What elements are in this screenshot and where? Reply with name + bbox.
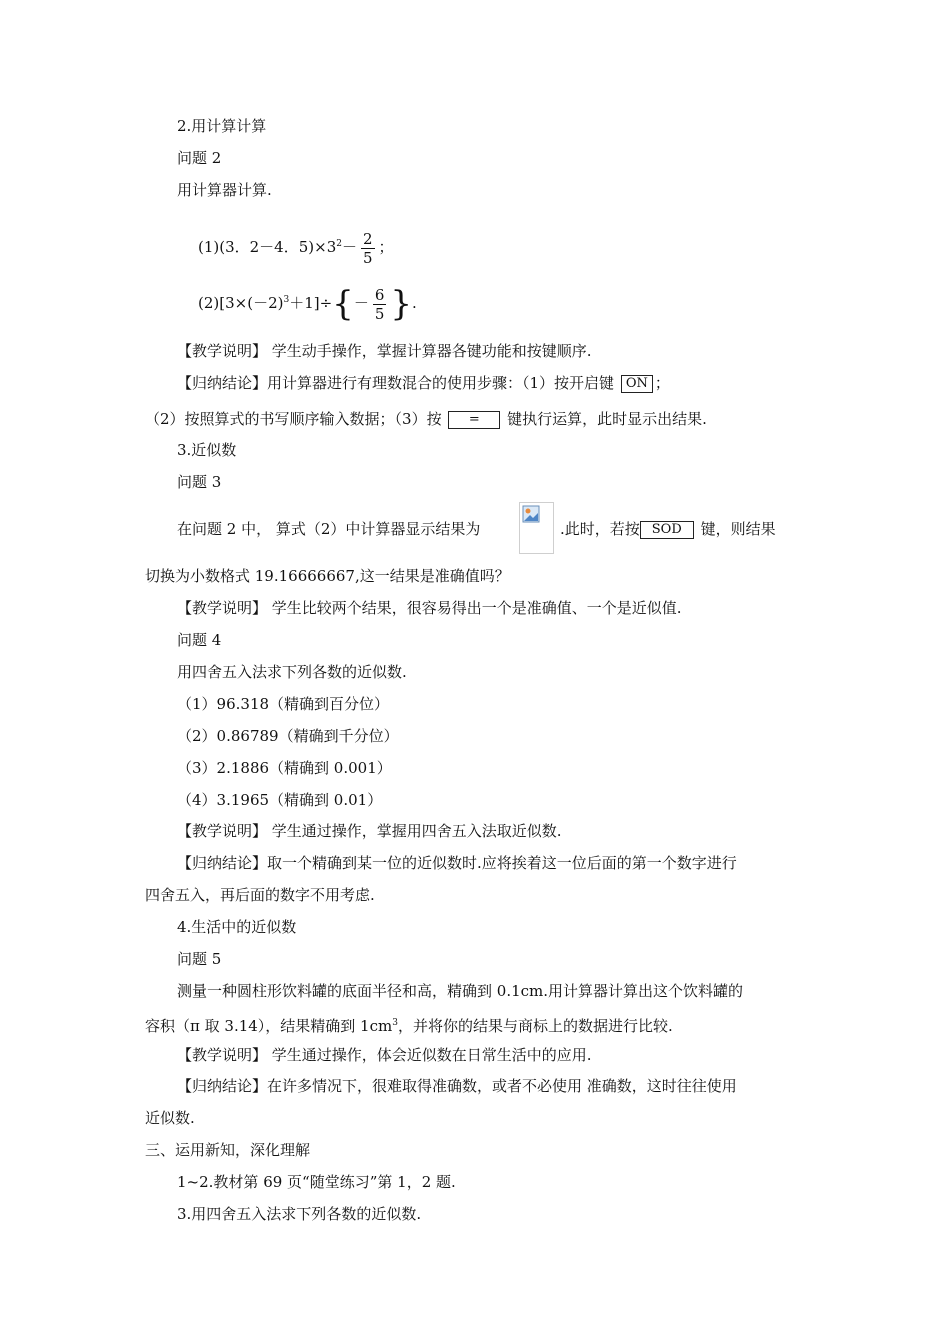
formula-2 — [198, 282, 417, 323]
problem-3-line-2: 切换为小数格式 19.16666667,这一结果是准确值吗？ — [145, 567, 510, 585]
summary-2-line-2: 四舍五入，再后面的数字不用考虑. — [145, 886, 375, 904]
teaching-note-2 — [177, 598, 682, 618]
problem-5-line-2-b: ，并将你的结果与商标上的数据进行比较. — [397, 1017, 673, 1035]
problem-4-text: 用四舍五入法求下列各数的近似数. — [177, 663, 407, 681]
teaching-note-2-text: 学生比较两个结果，很容易得出一个是准确值、一个是近似值. — [271, 599, 682, 617]
part-3-title: 三、运用新知，深化理解 — [145, 1141, 311, 1159]
teaching-note-3 — [177, 821, 562, 841]
problem-2-label: 问题 2 — [177, 149, 222, 167]
summary-3-line-2: 近似数. — [145, 1109, 195, 1127]
problem-5-label: 问题 5 — [177, 950, 222, 968]
formula-1-exponent: 2 — [336, 239, 342, 249]
formula-2-open-brace: { — [332, 284, 354, 324]
teaching-note-4 — [177, 1045, 592, 1065]
summary-2 — [177, 853, 737, 873]
section-title-4: 4.生活中的近似数 — [177, 918, 297, 936]
summary-3 — [177, 1076, 737, 1096]
problem-4-label: 问题 4 — [177, 631, 222, 649]
summary-1-line-2-b: 键执行运算，此时显示出结果. — [507, 410, 707, 428]
summary-1 — [177, 373, 670, 393]
teaching-note-2-tag: 【教学说明】 — [177, 599, 268, 617]
section-title-2: 2.用计算计算 — [177, 117, 267, 135]
formula-2-prefix: (2)[3×(－2) — [198, 294, 284, 312]
problem-5-line-2 — [145, 1013, 673, 1036]
summary-1-tag: 【归纳结论】 — [177, 374, 268, 392]
formula-2-close-brace: } — [390, 284, 413, 324]
summary-2-text: 取一个精确到某一位的近似数时.应将挨着这一位后面的第一个数字进行 — [267, 854, 737, 872]
formula-1 — [198, 226, 394, 267]
summary-1-line-2-a: （2）按照算式的书写顺序输入数据；（3）按 — [145, 410, 442, 428]
section-title-3: 3.近似数 — [177, 441, 237, 459]
exercise-1: 1~2.教材第 69 页“随堂练习”第 1，2 题. — [177, 1173, 456, 1191]
formula-2-end: . — [412, 294, 417, 312]
problem-3-text-b: .此时，若按 — [560, 520, 640, 538]
summary-3-text: 在许多情况下，很难取得准确数，或者不必使用 准确数，这时往往使用 — [267, 1077, 737, 1095]
formula-2-fraction — [373, 286, 387, 323]
problem-5-line-2-a: 容积（π 取 3.14），结果精确到 1cm — [145, 1017, 393, 1035]
problem-2-text: 用计算器计算. — [177, 181, 272, 199]
problem-4-item: （2）0.86789（精确到千分位） — [177, 727, 399, 745]
broken-image-icon — [519, 502, 554, 554]
teaching-note-3-text: 学生通过操作，掌握用四舍五入法取近似数. — [271, 822, 562, 840]
problem-5-text: 测量一种圆柱形饮料罐的底面半径和高，精确到 0.1cm.用计算器计算出这个饮料罐的 — [177, 982, 744, 1000]
problem-3-text-c: 键，则结果 — [700, 520, 776, 538]
formula-2-exponent: 3 — [283, 295, 290, 305]
formula-2-denominator: 5 — [374, 304, 385, 323]
on-key-box: ON — [621, 375, 653, 393]
exercise-2: 3.用四舍五入法求下列各数的近似数. — [177, 1205, 422, 1223]
summary-1-end: ； — [654, 374, 670, 392]
sod-key-box: SOD — [640, 521, 694, 539]
summary-2-tag: 【归纳结论】 — [177, 854, 268, 872]
teaching-note-1-tag: 【教学说明】 — [177, 342, 268, 360]
problem-3-text-rest — [560, 519, 776, 539]
formula-2-numerator: 6 — [374, 285, 385, 304]
problem-3-text-a: 在问题 2 中， 算式（2）中计算器显示结果为 — [177, 520, 481, 538]
formula-1-minus: － — [341, 238, 357, 256]
teaching-note-4-text: 学生通过操作，体会近似数在日常生活中的应用. — [271, 1046, 592, 1064]
formula-2-minus: － — [353, 294, 369, 312]
formula-1-end: ； — [378, 238, 394, 256]
teaching-note-1-text: 学生动手操作，掌握计算器各键功能和按键顺序. — [271, 342, 592, 360]
equals-key-box: = — [448, 411, 500, 429]
problem-4-item: （3）2.1886（精确到 0.001） — [177, 759, 392, 777]
teaching-note-4-tag: 【教学说明】 — [177, 1046, 268, 1064]
summary-1-text: 用计算器进行有理数混合的使用步骤：（1）按开启键 — [267, 374, 615, 392]
problem-5-exponent: 3 — [392, 1018, 398, 1028]
formula-1-fraction — [361, 230, 375, 267]
formula-1-prefix: (1)(3．2－4．5)×3 — [198, 238, 337, 256]
problem-3-label: 问题 3 — [177, 473, 222, 491]
teaching-note-3-tag: 【教学说明】 — [177, 822, 268, 840]
summary-3-tag: 【归纳结论】 — [177, 1077, 268, 1095]
formula-2-mid: ＋1]÷ — [289, 294, 333, 312]
problem-4-item: （4）3.1965（精确到 0.01） — [177, 791, 383, 809]
teaching-note-1 — [177, 341, 592, 361]
summary-1-line-2 — [145, 409, 707, 429]
formula-1-numerator: 2 — [363, 229, 373, 248]
problem-4-item: （1）96.318（精确到百分位） — [177, 695, 390, 713]
formula-1-denominator: 5 — [363, 248, 373, 267]
